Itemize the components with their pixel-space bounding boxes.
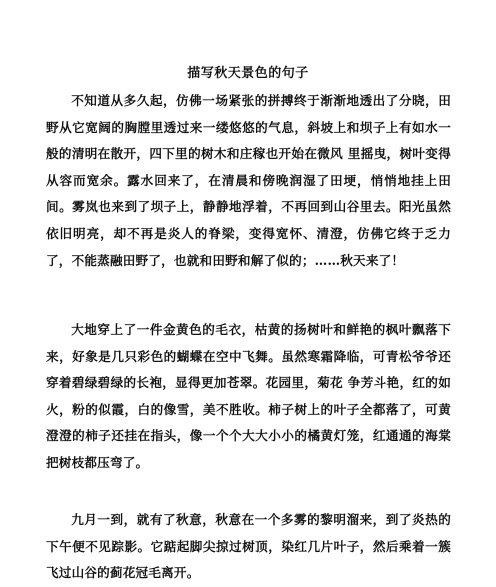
document-title: 描写秋天景色的句子 [187,66,309,81]
paragraph-2: 大地穿上了一件金黄色的毛衣，枯黄的扬树叶和鲜艳的枫叶飘落下来，好象是几只彩色的蝴蝶在空中飞舞。虽然寒霜降临，可青松爷爷还穿着碧绿碧绿的长袍，显得更加苍翠。花园里，菊花 争芳斗艳，红的如火，粉的似霞，白的像雪，美不胜收。柿子树上的叶子全都落了，可黄澄澄的柿子还挂在指头，像一个个大大小小的橘黄灯笼，红通通的海棠把树枝都压弯了。 [46,322,451,470]
paragraph-3: 九月一到，就有了秋意，秋意在一个多雾的黎明溜来，到了炎热的下午便不见踪影。它踮起脚尖掠过树顶，染红几片叶子，然后乘着一簇飞过山谷的蓟花冠毛离开。 [46,512,451,581]
paragraph-1: 不知道从多久起，仿佛一场紧张的拼搏终于渐渐地透出了分晓，田野从它宽阔的胸膛里透过来一缕悠悠的气息，斜坡上和坝子上有如水一般的清明在散开，四下里的树木和庄稼也开始在微风 里摇曳，树叶变得从容而宽余。露水回来了，在清晨和傍晚润湿了田埂，悄悄地挂上田间。雾岚也来到了坝子上，静静地浮着，不再回到山谷里去。阳光虽然依旧明亮，却不再是炎人的脊梁，变得宽怀、清澄，仿佛它终于乏力了，不能蒸融田野了，也就和田野和解了似的；……秋天来了！ [46,93,451,268]
